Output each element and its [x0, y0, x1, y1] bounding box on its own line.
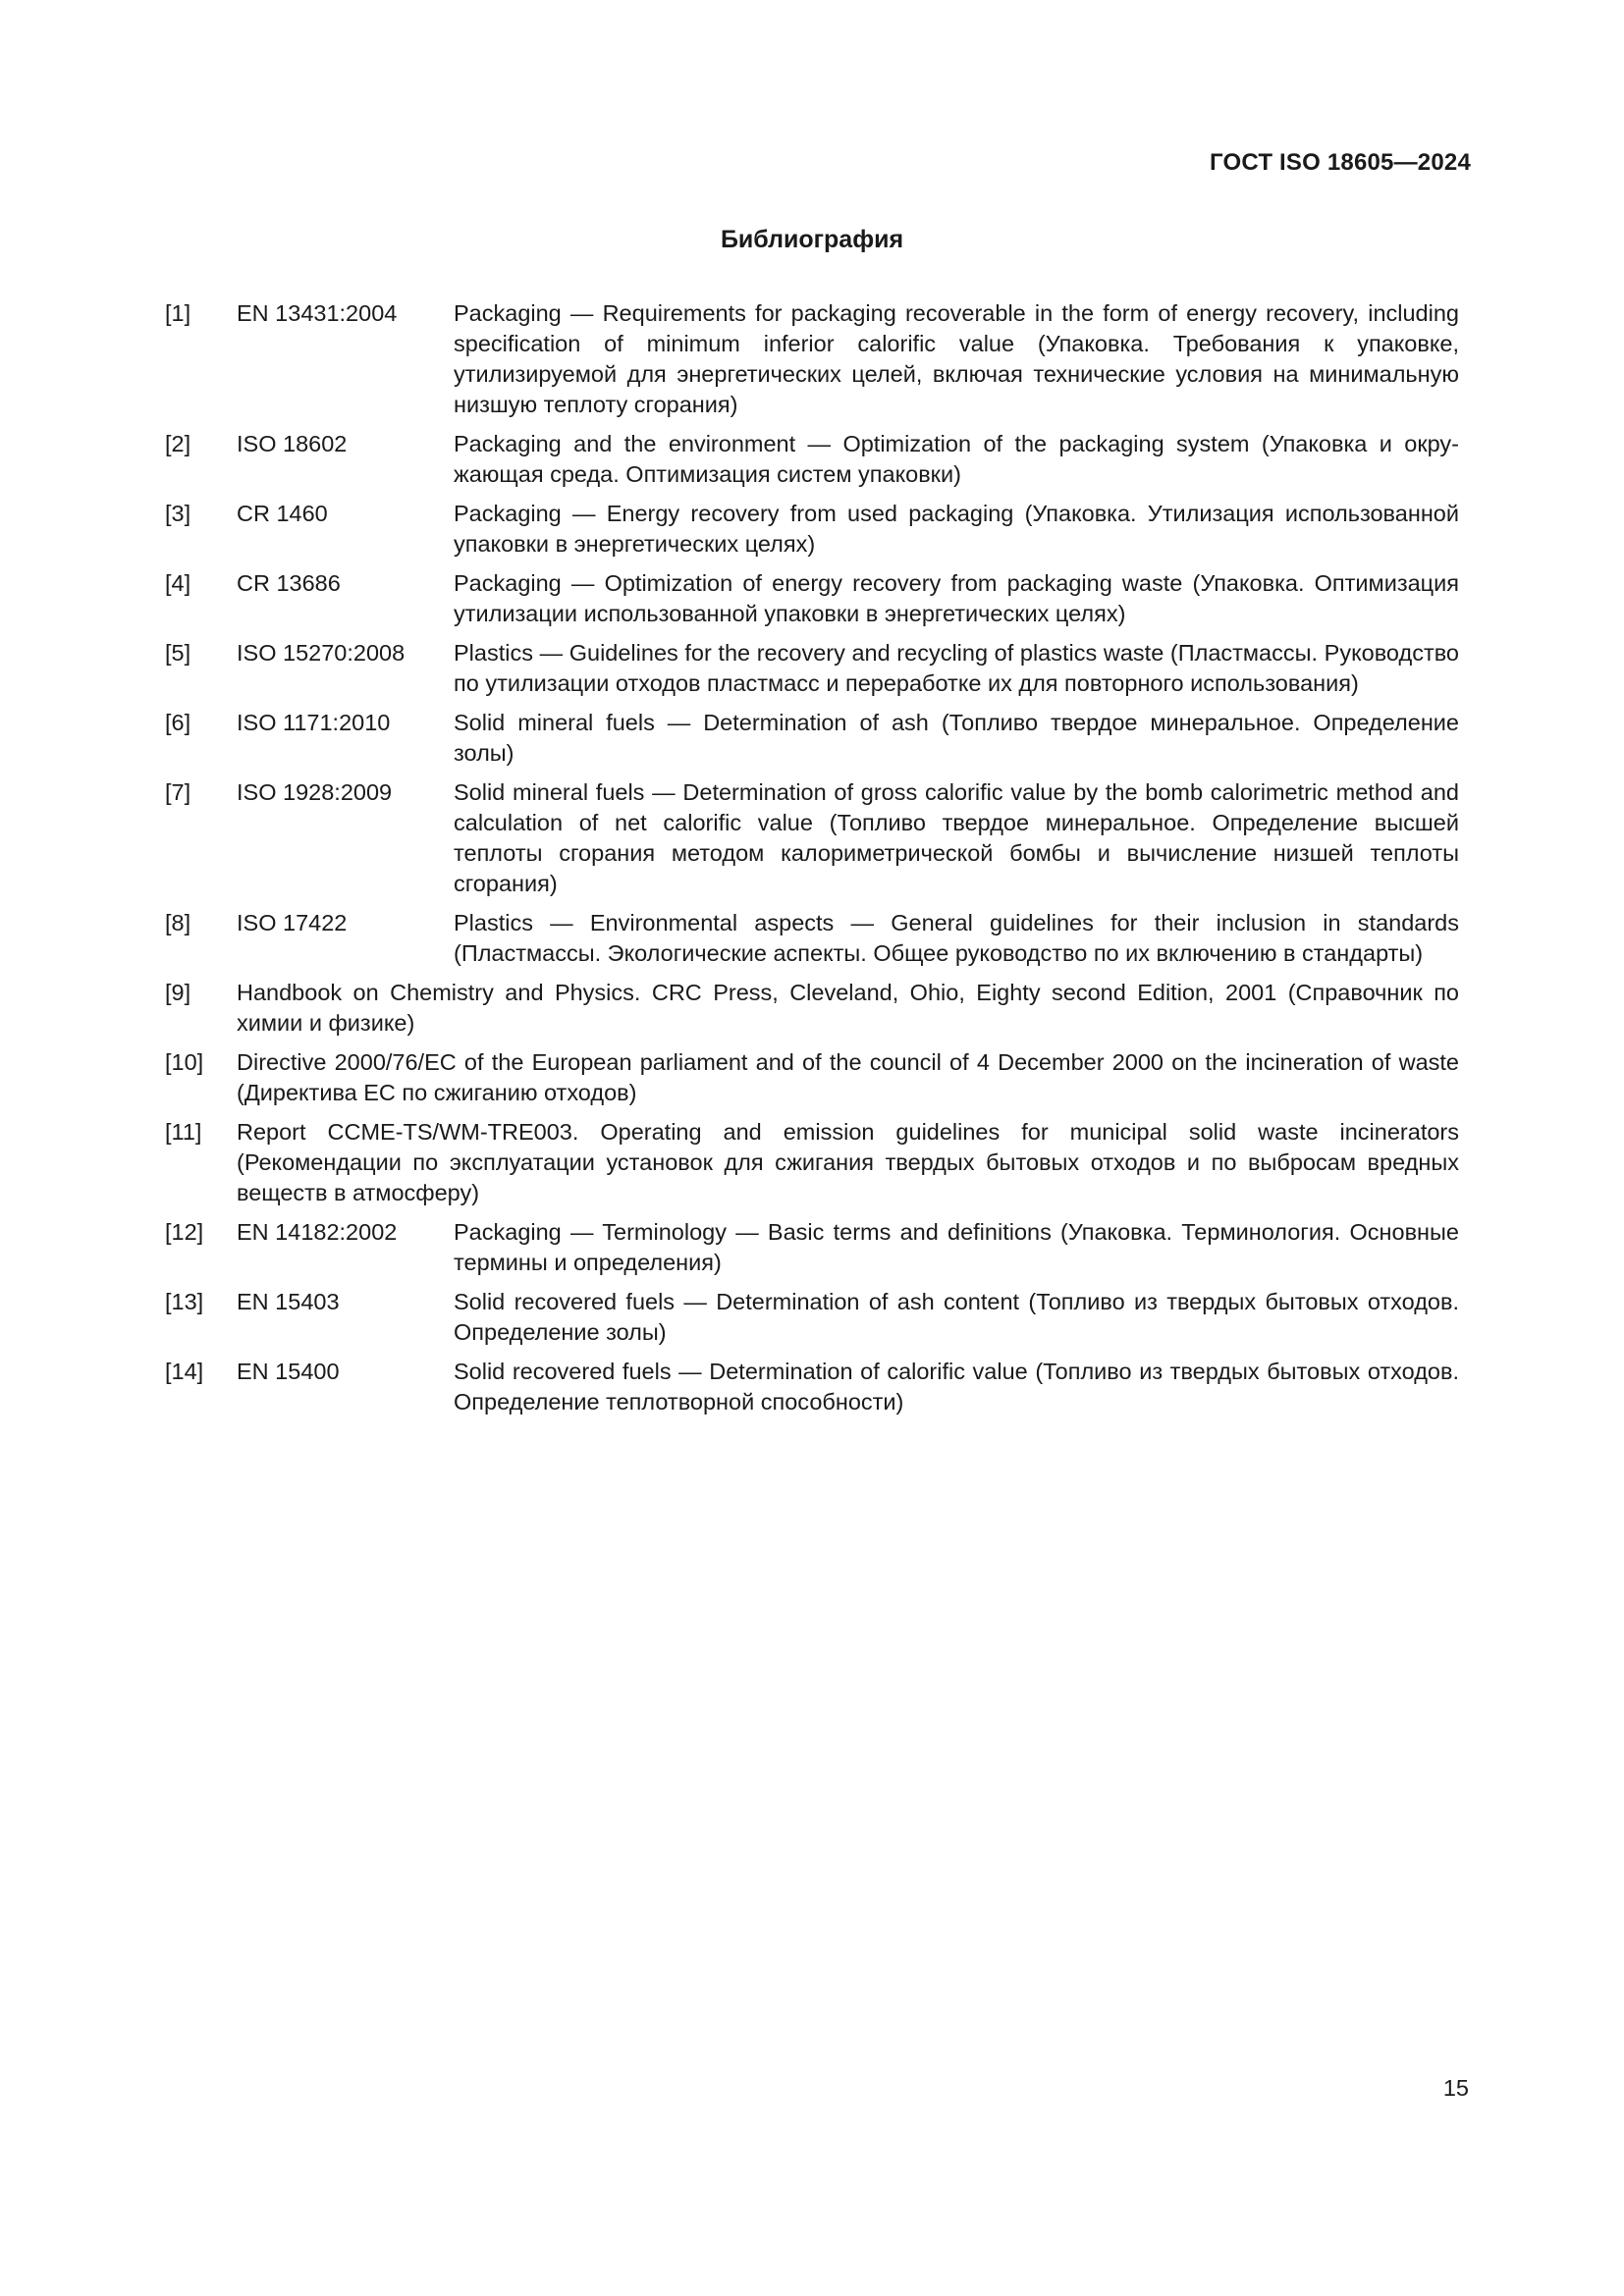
bibliography-entry [165, 908, 1459, 969]
bibliography-entry [165, 1117, 1459, 1208]
bibliography-entry [165, 1287, 1459, 1348]
entry-code: EN 14182:2002 [237, 1219, 398, 1245]
bibliography-entry [165, 638, 1459, 699]
entry-number: [4] [165, 570, 191, 596]
entry-code: ISO 15270:2008 [237, 640, 406, 666]
page-title: Библиография [720, 226, 904, 253]
entry-number: [14] [165, 1359, 204, 1384]
entry-text: Solid recovered fuels — Determination of ash content (Топливо из твердых бытовых отходов. Определение золы) [454, 1289, 1459, 1345]
entry-number: [13] [165, 1289, 204, 1314]
page-number: 15 [1442, 2075, 1469, 2101]
bibliography-entry [165, 708, 1459, 769]
entry-code: EN 15400 [237, 1359, 340, 1384]
entry-number: [3] [165, 501, 191, 526]
bibliography-entry [165, 1047, 1459, 1108]
entry-text: Packaging — Optimization of energy recovery from packaging waste (Упаковка. Оптимизация утилизации использованной упаковки в энергетических целях) [454, 570, 1459, 626]
entry-code: ISO 18602 [237, 431, 348, 456]
entry-code: CR 1460 [237, 501, 328, 526]
entry-text: Plastics — Environmental aspects — General guidelines for their inclusion in standards (Пластмассы. Экологические аспекты. Общее руководство по их включению в стандарты) [454, 910, 1459, 966]
entry-number: [2] [165, 431, 191, 456]
entry-number: [8] [165, 910, 191, 935]
bibliography-entry [165, 1217, 1459, 1278]
bibliography-list [165, 298, 1459, 1426]
entry-number: [10] [165, 1049, 204, 1075]
bibliography-entry [165, 978, 1459, 1039]
bibliography-entry [165, 499, 1459, 560]
entry-code: EN 13431:2004 [237, 300, 398, 326]
entry-number: [9] [165, 980, 191, 1005]
entry-text: Report CCME-TS/WM-TRE003. Operating and emission guidelines for municipal solid waste incinerators (Рекомендации по эксплуатации установок для сжигания твердых бытовых отходов и по выбросам вредных веществ в атмосферу) [237, 1119, 1459, 1205]
entry-text: Solid recovered fuels — Determination of calorific value (Топливо из твердых бытовых отходов. Определение теплотворной способности) [454, 1359, 1459, 1415]
bibliography-entry [165, 1357, 1459, 1417]
entry-code: ISO 1171:2010 [237, 710, 391, 735]
entry-text: Handbook on Chemistry and Physics. CRC Press, Cleveland, Ohio, Eighty second Edition, 2001 (Справочник по химии и физике) [237, 980, 1459, 1036]
entry-code: ISO 1928:2009 [237, 779, 393, 805]
entry-number: [1] [165, 300, 191, 326]
entry-code: CR 13686 [237, 570, 341, 596]
standard-header: ГОСТ ISO 18605—2024 [1210, 149, 1471, 176]
entry-number: [5] [165, 640, 191, 666]
entry-text: Solid mineral fuels — Determination of gross calorific value by the bomb calorimetric method and calculation of net calorific value (Топливо твердое минеральное. Определение высшей теплоты сгорания методом калориметрической бомбы и вычисление низшей теплоты сгорания) [454, 779, 1459, 896]
entry-number: [11] [165, 1119, 202, 1145]
bibliography-entry [165, 568, 1459, 629]
entry-text: Packaging — Energy recovery from used packaging (Упаковка. Утилизация использованной упаковки в энергетических целях) [454, 501, 1459, 557]
bibliography-entry [165, 298, 1459, 420]
entry-text: Plastics — Guidelines for the recovery and recycling of plastics waste (Пластмассы. Руководство по утилизации отходов пластмасс и переработке их для повторного использования) [454, 640, 1459, 696]
entry-number: [7] [165, 779, 191, 805]
entry-number: [12] [165, 1219, 204, 1245]
entry-code: EN 15403 [237, 1289, 340, 1314]
entry-number: [6] [165, 710, 191, 735]
bibliography-entry [165, 429, 1459, 490]
entry-code: ISO 17422 [237, 910, 348, 935]
entry-text: Solid mineral fuels — Determination of ash (Топливо твердое минеральное. Определение золы) [454, 710, 1459, 766]
bibliography-entry [165, 777, 1459, 899]
entry-text: Directive 2000/76/EC of the European parliament and of the council of 4 December 2000 on the incineration of waste (Директива ЕС по сжиганию отходов) [237, 1049, 1459, 1105]
entry-text: Packaging and the environment — Optimization of the packaging system (Упаковка и окружающая среда. Оптимизация систем упаковки) [454, 431, 1459, 487]
entry-text: Packaging — Terminology — Basic terms and definitions (Упаковка. Терминология. Основные термины и определения) [454, 1219, 1459, 1275]
entry-text: Packaging — Requirements for packaging recoverable in the form of energy recovery, including specification of minimum inferior calorific value (Упаковка. Требования к упаковке, утилизируемой для энергетических целей, включая технические условия на минимальную низшую теплоту сгорания) [454, 300, 1459, 417]
